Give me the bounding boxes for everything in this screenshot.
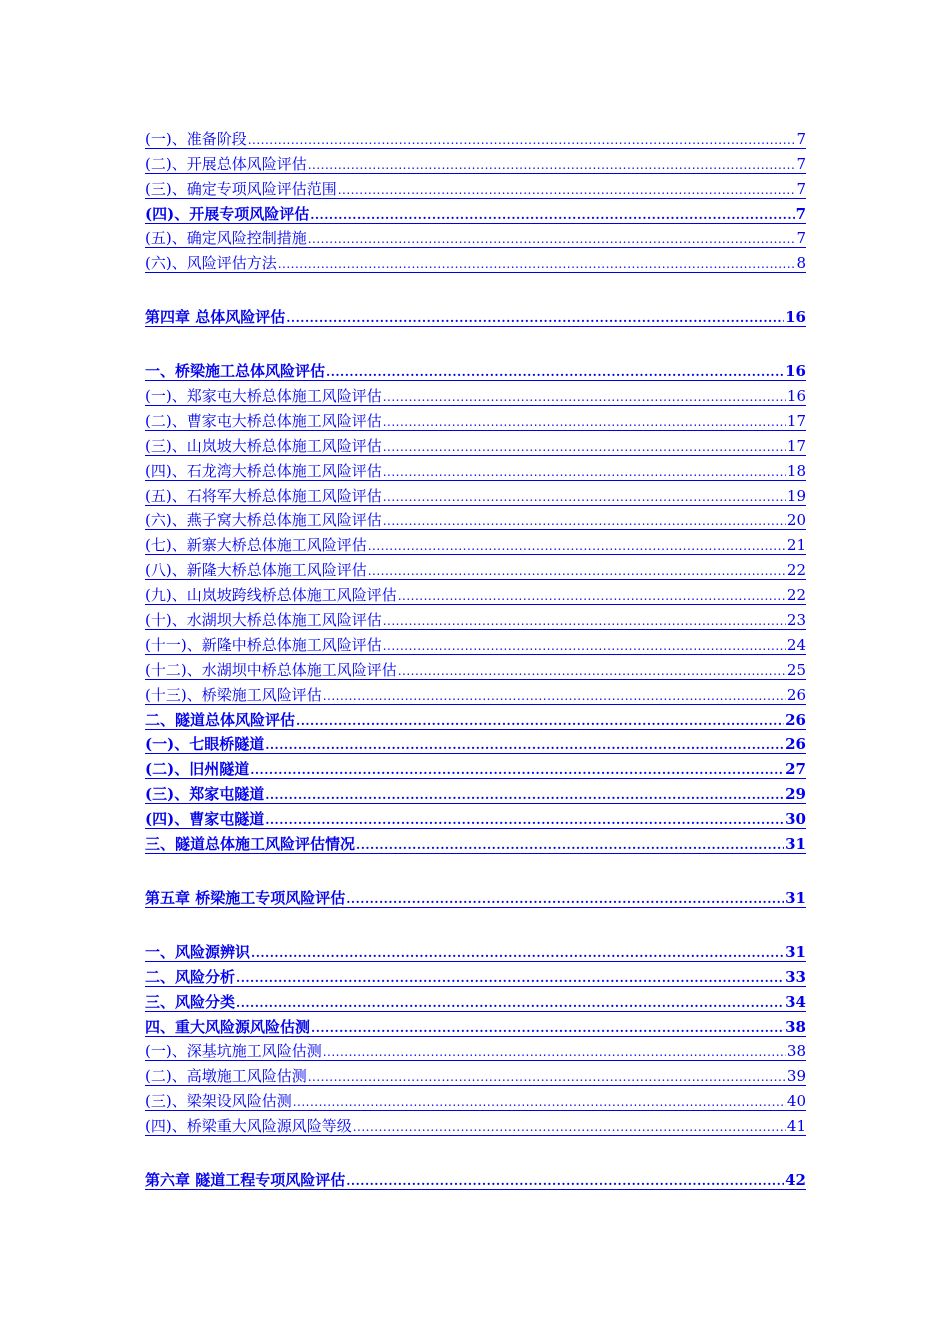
toc-entry-link[interactable]	[145, 486, 806, 506]
toc-entry-link[interactable]	[145, 179, 806, 199]
toc-page-number: 21	[786, 536, 806, 555]
toc-page-number: 7	[795, 204, 806, 223]
toc-page-number: 22	[786, 561, 806, 580]
toc-page-number: 19	[786, 486, 806, 505]
toc-dot-leader	[353, 1117, 786, 1137]
toc-entry-title: (二)、高墩施工风险估测	[145, 1067, 307, 1086]
toc-entry-title: 四、重大风险源风险估测	[145, 1017, 311, 1036]
toc-entry-title: (六)、风险评估方法	[145, 254, 277, 273]
toc-dot-leader	[296, 711, 784, 731]
toc-entry-link[interactable]	[145, 1170, 806, 1190]
toc-entry-title: (五)、石将军大桥总体施工风险评估	[145, 486, 382, 505]
toc-page-number: 7	[796, 154, 806, 173]
toc-page-number: 17	[786, 436, 806, 455]
toc-page-number: 7	[796, 129, 806, 148]
section-gap	[145, 1136, 806, 1165]
toc-entry-link[interactable]	[145, 510, 806, 530]
toc-entry-title: (一)、准备阶段	[145, 129, 247, 148]
toc-entry-link[interactable]	[145, 436, 806, 456]
toc-page-number: 16	[785, 362, 806, 381]
toc-page-number: 29	[785, 785, 806, 804]
table-of-contents	[145, 124, 806, 1190]
toc-entry-title: (十一)、新隆中桥总体施工风险评估	[145, 635, 382, 654]
toc-entry-title: (三)、郑家屯隧道	[145, 785, 265, 804]
toc-page-number: 18	[786, 461, 806, 480]
toc-page-number: 26	[785, 735, 806, 754]
toc-entry-title: 第五章 桥梁施工专项风险评估	[145, 888, 346, 907]
toc-dot-leader	[323, 1042, 786, 1062]
section-gap	[145, 908, 806, 937]
toc-entry-link[interactable]	[145, 888, 806, 908]
toc-dot-leader	[383, 611, 786, 631]
toc-entry-link[interactable]	[145, 535, 806, 555]
toc-page-number: 31	[785, 835, 806, 854]
toc-dot-leader	[265, 735, 784, 755]
toc-dot-leader	[383, 511, 786, 531]
toc-page-number: 26	[785, 710, 806, 729]
toc-entry-link[interactable]	[145, 253, 806, 273]
toc-entry-title: (一)、深基坑施工风险估测	[145, 1042, 322, 1061]
toc-entry-link[interactable]	[145, 660, 806, 680]
toc-page-number: 22	[786, 586, 806, 605]
toc-page-number: 20	[786, 511, 806, 530]
toc-entry-link[interactable]	[145, 1041, 806, 1061]
toc-entry-title: 三、隧道总体施工风险评估情况	[145, 835, 356, 854]
toc-entry-link[interactable]	[145, 461, 806, 481]
toc-entry-title: (二)、旧州隧道	[145, 760, 250, 779]
toc-page-number: 33	[785, 967, 806, 986]
toc-dot-leader	[383, 636, 786, 656]
toc-entry-link[interactable]	[145, 1116, 806, 1136]
toc-entry-title: (九)、山岚坡跨线桥总体施工风险评估	[145, 586, 397, 605]
toc-entry-title: (二)、开展总体风险评估	[145, 154, 307, 173]
toc-dot-leader	[308, 1067, 786, 1087]
toc-entry-link[interactable]	[145, 809, 806, 829]
toc-page-number: 17	[786, 411, 806, 430]
toc-page-number: 24	[786, 635, 806, 654]
toc-entry-title: (八)、新隆大桥总体施工风险评估	[145, 561, 367, 580]
toc-dot-leader	[293, 1092, 786, 1112]
toc-page-number: 7	[796, 229, 806, 248]
toc-entry-title: (四)、石龙湾大桥总体施工风险评估	[145, 461, 382, 480]
toc-page-number: 31	[785, 942, 806, 961]
toc-entry-link[interactable]	[145, 228, 806, 248]
toc-entry-link[interactable]	[145, 560, 806, 580]
toc-dot-leader	[383, 487, 786, 507]
toc-dot-leader	[323, 686, 786, 706]
toc-page-number: 25	[786, 660, 806, 679]
toc-entry-title: (十三)、桥梁施工风险评估	[145, 685, 322, 704]
toc-entry-title: (四)、桥梁重大风险源风险等级	[145, 1117, 352, 1136]
section-gap	[145, 327, 806, 356]
toc-page-number: 41	[786, 1117, 806, 1136]
toc-entry-title: 三、风险分类	[145, 992, 236, 1011]
toc-entry-link[interactable]	[145, 386, 806, 406]
toc-page-number: 26	[786, 685, 806, 704]
toc-dot-leader	[383, 437, 786, 457]
toc-entry-title: (六)、燕子窝大桥总体施工风险评估	[145, 511, 382, 530]
toc-entry-title: (四)、曹家屯隧道	[145, 810, 265, 829]
toc-page-number: 27	[785, 760, 806, 779]
toc-entry-link[interactable]	[145, 154, 806, 174]
toc-entry-link[interactable]	[145, 1091, 806, 1111]
section-gap	[145, 273, 806, 302]
toc-entry-link[interactable]	[145, 307, 806, 327]
toc-entry-link[interactable]	[145, 967, 806, 987]
toc-page-number: 8	[796, 254, 806, 273]
toc-entry-title: (一)、七眼桥隧道	[145, 735, 265, 754]
toc-page-number: 34	[785, 992, 806, 1011]
toc-entry-title: 一、桥梁施工总体风险评估	[145, 362, 326, 381]
toc-dot-leader	[368, 561, 786, 581]
toc-entry-title: (三)、确定专项风险评估范围	[145, 179, 337, 198]
toc-page-number: 16	[786, 387, 806, 406]
toc-entry-link[interactable]	[145, 759, 806, 779]
toc-dot-leader	[248, 130, 796, 150]
toc-page-number: 38	[785, 1017, 806, 1036]
toc-entry-link[interactable]	[145, 204, 806, 224]
toc-page-number: 16	[785, 308, 806, 327]
toc-page-number: 38	[786, 1042, 806, 1061]
toc-entry-title: (五)、确定风险控制措施	[145, 229, 307, 248]
toc-entry-title: (十)、水湖坝大桥总体施工风险评估	[145, 611, 382, 630]
toc-dot-leader	[346, 889, 784, 909]
toc-dot-leader	[346, 1171, 784, 1191]
toc-page-number: 7	[796, 179, 806, 198]
toc-entry-link[interactable]	[145, 942, 806, 962]
toc-entry-title: 二、隧道总体风险评估	[145, 710, 296, 729]
toc-dot-leader	[250, 760, 784, 780]
toc-dot-leader	[265, 785, 784, 805]
toc-entry-title: (一)、郑家屯大桥总体施工风险评估	[145, 387, 382, 406]
toc-page-number: 42	[785, 1170, 806, 1189]
toc-entry-link[interactable]	[145, 635, 806, 655]
section-gap	[145, 854, 806, 883]
toc-page-number: 40	[786, 1092, 806, 1111]
toc-entry-link[interactable]	[145, 834, 806, 854]
toc-dot-leader	[265, 810, 784, 830]
toc-entry-link[interactable]	[145, 734, 806, 754]
toc-dot-leader	[338, 180, 796, 200]
toc-entry-title: (三)、梁架设风险估测	[145, 1092, 292, 1111]
toc-entry-title: (七)、新寨大桥总体施工风险评估	[145, 536, 367, 555]
toc-entry-link[interactable]	[145, 411, 806, 431]
toc-entry-title: (三)、山岚坡大桥总体施工风险评估	[145, 436, 382, 455]
toc-dot-leader	[236, 968, 784, 988]
toc-dot-leader	[398, 661, 786, 681]
toc-entry-title: (十二)、水湖坝中桥总体施工风险评估	[145, 660, 397, 679]
toc-dot-leader	[326, 362, 784, 382]
toc-dot-leader	[251, 943, 784, 963]
toc-entry-title: (四)、开展专项风险评估	[145, 204, 310, 223]
toc-entry-link[interactable]	[145, 992, 806, 1012]
toc-dot-leader	[383, 412, 786, 432]
toc-page-number: 23	[786, 611, 806, 630]
toc-entry-link[interactable]	[145, 710, 806, 730]
toc-entry-link[interactable]	[145, 585, 806, 605]
toc-dot-leader	[398, 586, 786, 606]
toc-entry-link[interactable]	[145, 1066, 806, 1086]
toc-dot-leader	[356, 835, 784, 855]
toc-dot-leader	[308, 229, 796, 249]
toc-entry-link[interactable]	[145, 361, 806, 381]
toc-entry-link[interactable]	[145, 610, 806, 630]
toc-dot-leader	[308, 155, 796, 175]
toc-dot-leader	[236, 993, 784, 1013]
toc-dot-leader	[286, 308, 784, 328]
toc-dot-leader	[383, 387, 786, 407]
toc-dot-leader	[383, 462, 786, 482]
toc-dot-leader	[310, 205, 794, 225]
toc-page-number: 30	[785, 810, 806, 829]
toc-dot-leader	[311, 1018, 784, 1038]
toc-page-number: 31	[785, 888, 806, 907]
toc-entry-title: (二)、曹家屯大桥总体施工风险评估	[145, 411, 382, 430]
toc-entry-title: 一、风险源辨识	[145, 942, 251, 961]
toc-entry-link[interactable]	[145, 685, 806, 705]
toc-entry-link[interactable]	[145, 129, 806, 149]
toc-entry-title: 第四章 总体风险评估	[145, 308, 286, 327]
toc-entry-link[interactable]	[145, 1017, 806, 1037]
toc-entry-title: 第六章 隧道工程专项风险评估	[145, 1170, 346, 1189]
toc-dot-leader	[278, 254, 796, 274]
toc-page-number: 39	[786, 1067, 806, 1086]
toc-dot-leader	[368, 536, 786, 556]
toc-entry-link[interactable]	[145, 784, 806, 804]
toc-entry-title: 二、风险分析	[145, 967, 236, 986]
